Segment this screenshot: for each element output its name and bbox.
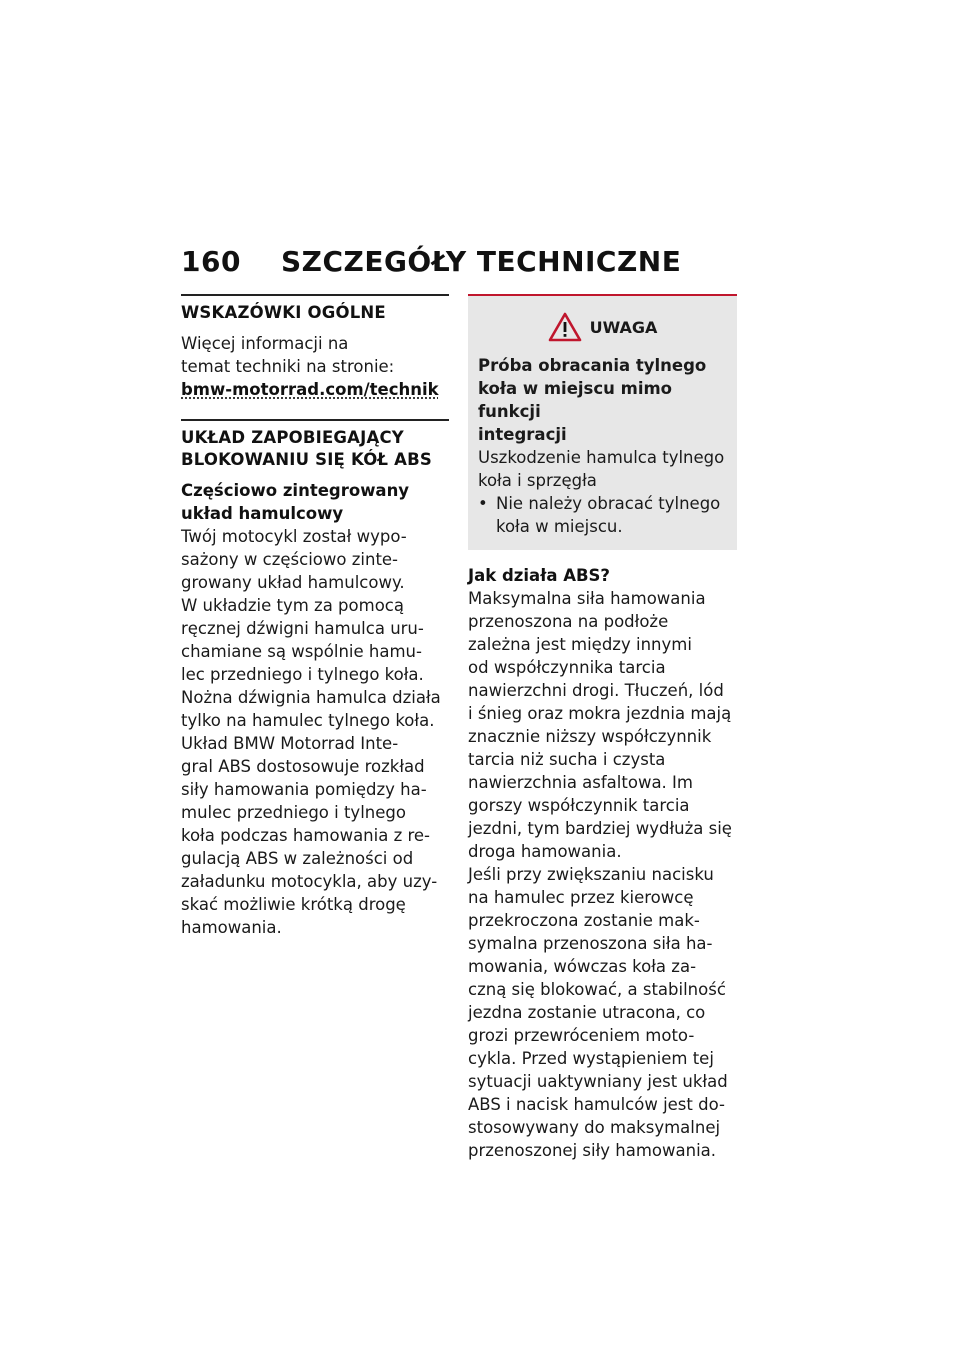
text-line: sażony w częściowo zinte- — [181, 550, 399, 569]
text-line: ABS i nacisk hamulców jest do- — [468, 1095, 725, 1114]
text-line: UKŁAD ZAPOBIEGAJĄCY — [181, 428, 404, 447]
text-line: ręcznej dźwigni hamulca uru- — [181, 619, 424, 638]
text-line: chamiane są wspólnie hamu- — [181, 642, 422, 661]
abs-subtitle — [181, 479, 449, 525]
text-line: i śnieg oraz mokra jezdnia mają — [468, 704, 732, 723]
text-line: Więcej informacji na — [181, 334, 349, 353]
text-line: koła w miejscu. — [496, 517, 623, 536]
text-line: przekroczona zostanie mak- — [468, 911, 700, 930]
text-line: symalna przenoszona siła ha- — [468, 934, 713, 953]
text-line: na hamulec przez kierowcę — [468, 888, 694, 907]
abs-paragraph-2 — [181, 732, 449, 939]
text-line: mowania, wówczas koła za- — [468, 957, 697, 976]
text-line: Nie należy obracać tylnego — [496, 494, 721, 513]
text-line: hamowania. — [181, 918, 282, 937]
text-line: znacznie niższy współczynnik — [468, 727, 712, 746]
warning-effect — [478, 446, 727, 492]
text-line: sytuacji uaktywniany jest układ — [468, 1072, 728, 1091]
warning-cause — [478, 354, 727, 446]
general-section-title: WSKAZÓWKI OGÓLNE — [181, 303, 386, 322]
text-line: przenoszona na podłoże — [468, 612, 669, 631]
text-line: lec przedniego i tylnego koła. — [181, 665, 424, 684]
left-column — [181, 294, 449, 939]
text-line: Uszkodzenie hamulca tylnego — [478, 448, 725, 467]
text-line: mulec przedniego i tylnego — [181, 803, 406, 822]
section-divider — [181, 294, 449, 296]
text-line: growany układ hamulcowy. — [181, 573, 405, 592]
text-line: tarcia niż sucha i czysta — [468, 750, 666, 769]
warning-header — [478, 312, 727, 342]
text-line: cykla. Przed wystąpieniem tej — [468, 1049, 714, 1068]
page-number: 160 — [181, 245, 241, 278]
text-line: Częściowo zintegrowany — [181, 481, 410, 500]
general-intro — [181, 332, 449, 378]
text-line: skać możliwie krótką drogę — [181, 895, 406, 914]
page-title: SZCZEGÓŁY TECHNICZNE — [281, 245, 682, 278]
how-abs-paragraph-2 — [468, 863, 737, 1162]
abs-section-title — [181, 427, 449, 471]
text-line: gorszy współczynnik tarcia — [468, 796, 690, 815]
abs-paragraph-1 — [181, 525, 449, 732]
text-line: czną się blokować, a stabilność — [468, 980, 726, 999]
text-line: Twój motocykl został wypo- — [181, 527, 407, 546]
technik-link[interactable]: bmw-motorrad.com/technik — [181, 380, 439, 399]
text-line: koła w miejscu mimo funkcji — [478, 379, 673, 421]
section-divider — [181, 419, 449, 421]
text-line: siły hamowania pomiędzy ha- — [181, 780, 427, 799]
text-line: tylko na hamulec tylnego koła. — [181, 711, 435, 730]
text-line: BLOKOWANIU SIĘ KÓŁ ABS — [181, 450, 432, 469]
page-heading — [181, 244, 681, 280]
warning-box — [468, 294, 737, 550]
text-line: jezdni, tym bardziej wydłuża się — [468, 819, 732, 838]
text-line: przenoszonej siły hamowania. — [468, 1141, 717, 1160]
text-line: droga hamowania. — [468, 842, 622, 861]
text-line: układ hamulcowy — [181, 504, 344, 523]
text-line: załadunku motocykla, aby uzy- — [181, 872, 438, 891]
how-abs-title: Jak działa ABS? — [468, 566, 610, 585]
text-line: integracji — [478, 425, 567, 444]
text-line: W układzie tym za pomocą — [181, 596, 404, 615]
text-line: gulacją ABS w zależności od — [181, 849, 414, 868]
text-line: stosowywany do maksymalnej — [468, 1118, 721, 1137]
warning-label: UWAGA — [589, 317, 658, 337]
text-line: koła i sprzęgła — [478, 471, 597, 490]
bullet-symbol: • — [478, 494, 488, 513]
text-line: koła podczas hamowania z re- — [181, 826, 431, 845]
text-line: grozi przewróceniem moto- — [468, 1026, 695, 1045]
text-line: nawierzchnia asfaltowa. Im — [468, 773, 693, 792]
text-line: Maksymalna siła hamowania — [468, 589, 706, 608]
warning-action — [478, 492, 727, 538]
text-line: nawierzchni drogi. Tłuczeń, lód — [468, 681, 724, 700]
text-line: zależna jest między innymi — [468, 635, 692, 654]
right-column — [468, 294, 737, 1162]
text-line: Nożna dźwignia hamulca działa — [181, 688, 441, 707]
text-line: temat techniki na stronie: — [181, 357, 395, 376]
text-line: jezdna zostanie utracona, co — [468, 1003, 706, 1022]
text-line: Układ BMW Motorrad Inte- — [181, 734, 399, 753]
how-abs-paragraph-1 — [468, 587, 737, 863]
text-line: gral ABS dostosowuje rozkład — [181, 757, 425, 776]
text-line: od współczynnika tarcia — [468, 658, 666, 677]
text-line: Jeśli przy zwiększaniu nacisku — [468, 865, 714, 884]
warning-triangle-icon — [548, 312, 582, 342]
text-line: Próba obracania tylnego — [478, 356, 707, 375]
